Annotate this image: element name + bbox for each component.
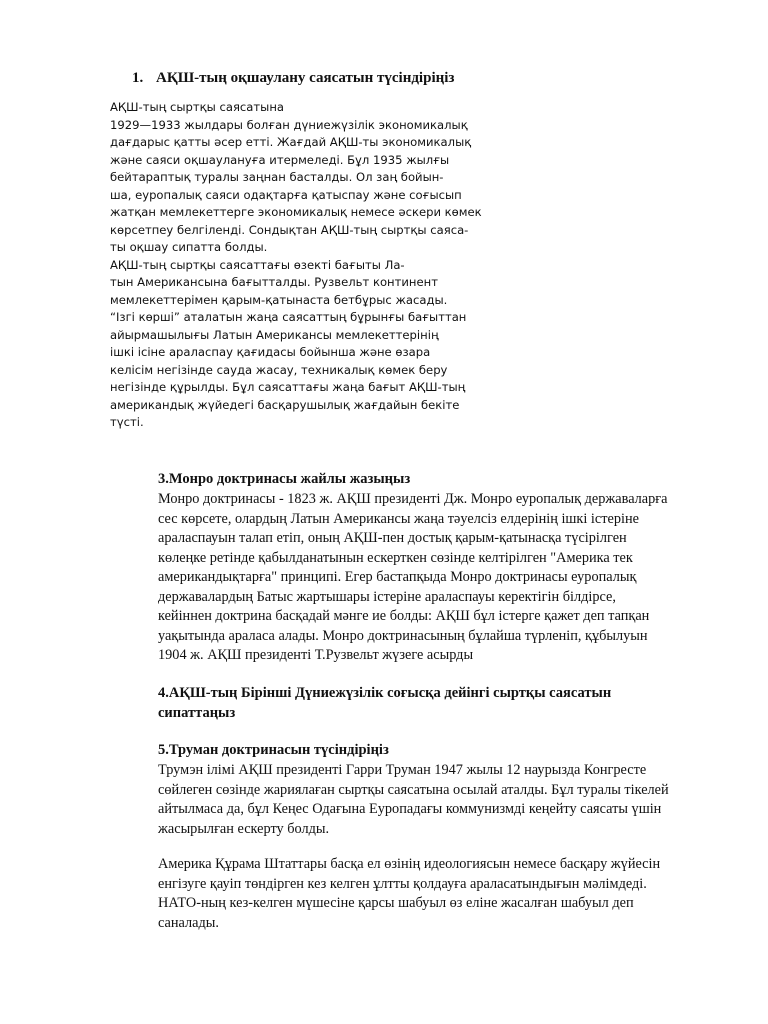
q1-line: АҚШ-тың сыртқы саясаттағы өзекті бағыты Ла- <box>110 257 405 272</box>
q4-title-line: сипаттаңыз <box>158 704 236 721</box>
q3-line: көлеңке ретінде қабылданатынын ескерткен сөзінде келтірілген "Америка тек <box>158 549 633 566</box>
q1-line: және саяси оқшаулануға итермеледі. Бұл 1935 жылғы <box>110 152 450 167</box>
q1-line: американдық жүйедегі басқарушылық жағдайын бекіте <box>110 397 460 412</box>
q1-line: түсті. <box>110 415 144 429</box>
q5-line: жасырылған ескерту болды. <box>158 820 330 837</box>
q5-line: НАТО-ның кез-келген мүшесіне қарсы шабуыл өз еліне жасалған шабуыл деп <box>158 895 634 911</box>
q1-line: айырмашылығы Латын Американсы мемлекеттерінің <box>110 327 439 342</box>
q5-line: саналады. <box>158 914 219 931</box>
q1-title-text: АҚШ-тың оқшаулану саясатын түсіндіріңіз <box>156 70 455 86</box>
q1-line: ша, еуропалық саяси одақтарға қатыспау және соғысып <box>110 187 462 202</box>
q3-line: 1904 ж. АҚШ президенті Т.Рузвельт жүзеге асырды <box>158 647 474 663</box>
q5-line: Америка Құрама Штаттары басқа ел өзінің идеологиясын немесе басқару жүйесін <box>158 856 661 872</box>
q1-line: негізінде құрылды. Бұл саясаттағы жаңа бағыт АҚШ-тың <box>110 380 466 394</box>
q1-line: дағдарыс қатты әсер етті. Жағдай АҚШ-ты экономикалық <box>110 135 472 149</box>
q5-paragraph-2 <box>158 855 660 933</box>
q5-line: енгізуге қауіп төндірген кез келген ұлтты қолдауға араласатындығын мәлімдеді. <box>158 875 647 892</box>
q1-line: мемлекеттерімен қарым-қатынаста бетбұрыс жасады. <box>110 292 448 307</box>
q1-line: тын Американсына бағытталды. Рузвельт континент <box>110 275 438 289</box>
q3-line: кейіннен доктрина басқадай мәнге ие болды: АҚШ бұл істерге қажет деп тапқан <box>158 608 650 624</box>
q4-heading <box>158 684 611 723</box>
q1-line: АҚШ-тың сыртқы саясатына <box>110 100 285 114</box>
q3-heading: 3.Монро доктринасы жайлы жазыңыз <box>158 471 411 487</box>
q1-line: ішкі ісіне араласпау қағидасы бойынша және өзара <box>110 345 431 359</box>
q1-line: бейтараптық туралы заңнан басталды. Ол заң бойын- <box>110 170 444 184</box>
q1-line: “Ізгі көрші” аталатын жаңа саясаттың бұрынғы бағыттан <box>110 310 467 324</box>
q3-line: американдықтарға" принципі. Егер бастапқыда Монро доктринасы еуропалық <box>158 569 637 585</box>
q3-line: араласпауын талап етіп, оның АҚШ-пен достық қарым-қатынасқа түсірілген <box>158 530 627 546</box>
q1-heading <box>132 68 454 88</box>
q1-number: 1. <box>132 70 144 86</box>
q5-heading: 5.Труман доктринасын түсіндіріңіз <box>158 742 389 758</box>
q1-line: жатқан мемлекеттерге экономикалық немесе әскери көмек <box>110 205 482 219</box>
q1-line: көрсетпеу белгіленді. Сондықтан АҚШ-тың сыртқы саяса- <box>110 222 469 237</box>
q5-line: айтылмаса да, бұл Кеңес Одағына Еуропадағы коммунизмді кеңейту саясаты үшін <box>158 801 662 817</box>
q1-line: ты оқшау сипатта болды. <box>110 240 268 254</box>
q5-line: Трумэн ілімі АҚШ президенті Гарри Труман 1947 жылы 12 наурызда Конгресте <box>158 762 647 778</box>
q3-line: уақытында араласа алады. Монро доктринасының бұлайша түрленіп, құбылуын <box>158 627 648 644</box>
q1-line: 1929—1933 жылдары болған дүниежүзілік экономикалық <box>110 117 468 132</box>
q3-line: Монро доктринасы - 1823 ж. АҚШ президенті Дж. Монро еуропалық державаларға <box>158 491 668 507</box>
q1-line: келісім негізінде сауда жасау, техникалық көмек беру <box>110 362 448 377</box>
q3-line: сес көрсете, олардың Латын Американсы жаңа тәуелсіз елдерінің ішкі істеріне <box>158 510 639 527</box>
q1-answer <box>110 99 482 432</box>
q3-answer <box>158 490 668 666</box>
q5-paragraph-1 <box>158 761 669 839</box>
q4-title-line: 4.АҚШ-тың Бірінші Дүниежүзілік соғысқа дейінгі сыртқы саясатын <box>158 685 612 701</box>
q3-line: державалардың Батыс жартышары істеріне араласпауы керектігін білдірсе, <box>158 588 616 605</box>
q5-line: сөйлеген сөзінде жариялаған сыртқы саясатына осылай аталды. Бұл туралы тікелей <box>158 781 669 798</box>
